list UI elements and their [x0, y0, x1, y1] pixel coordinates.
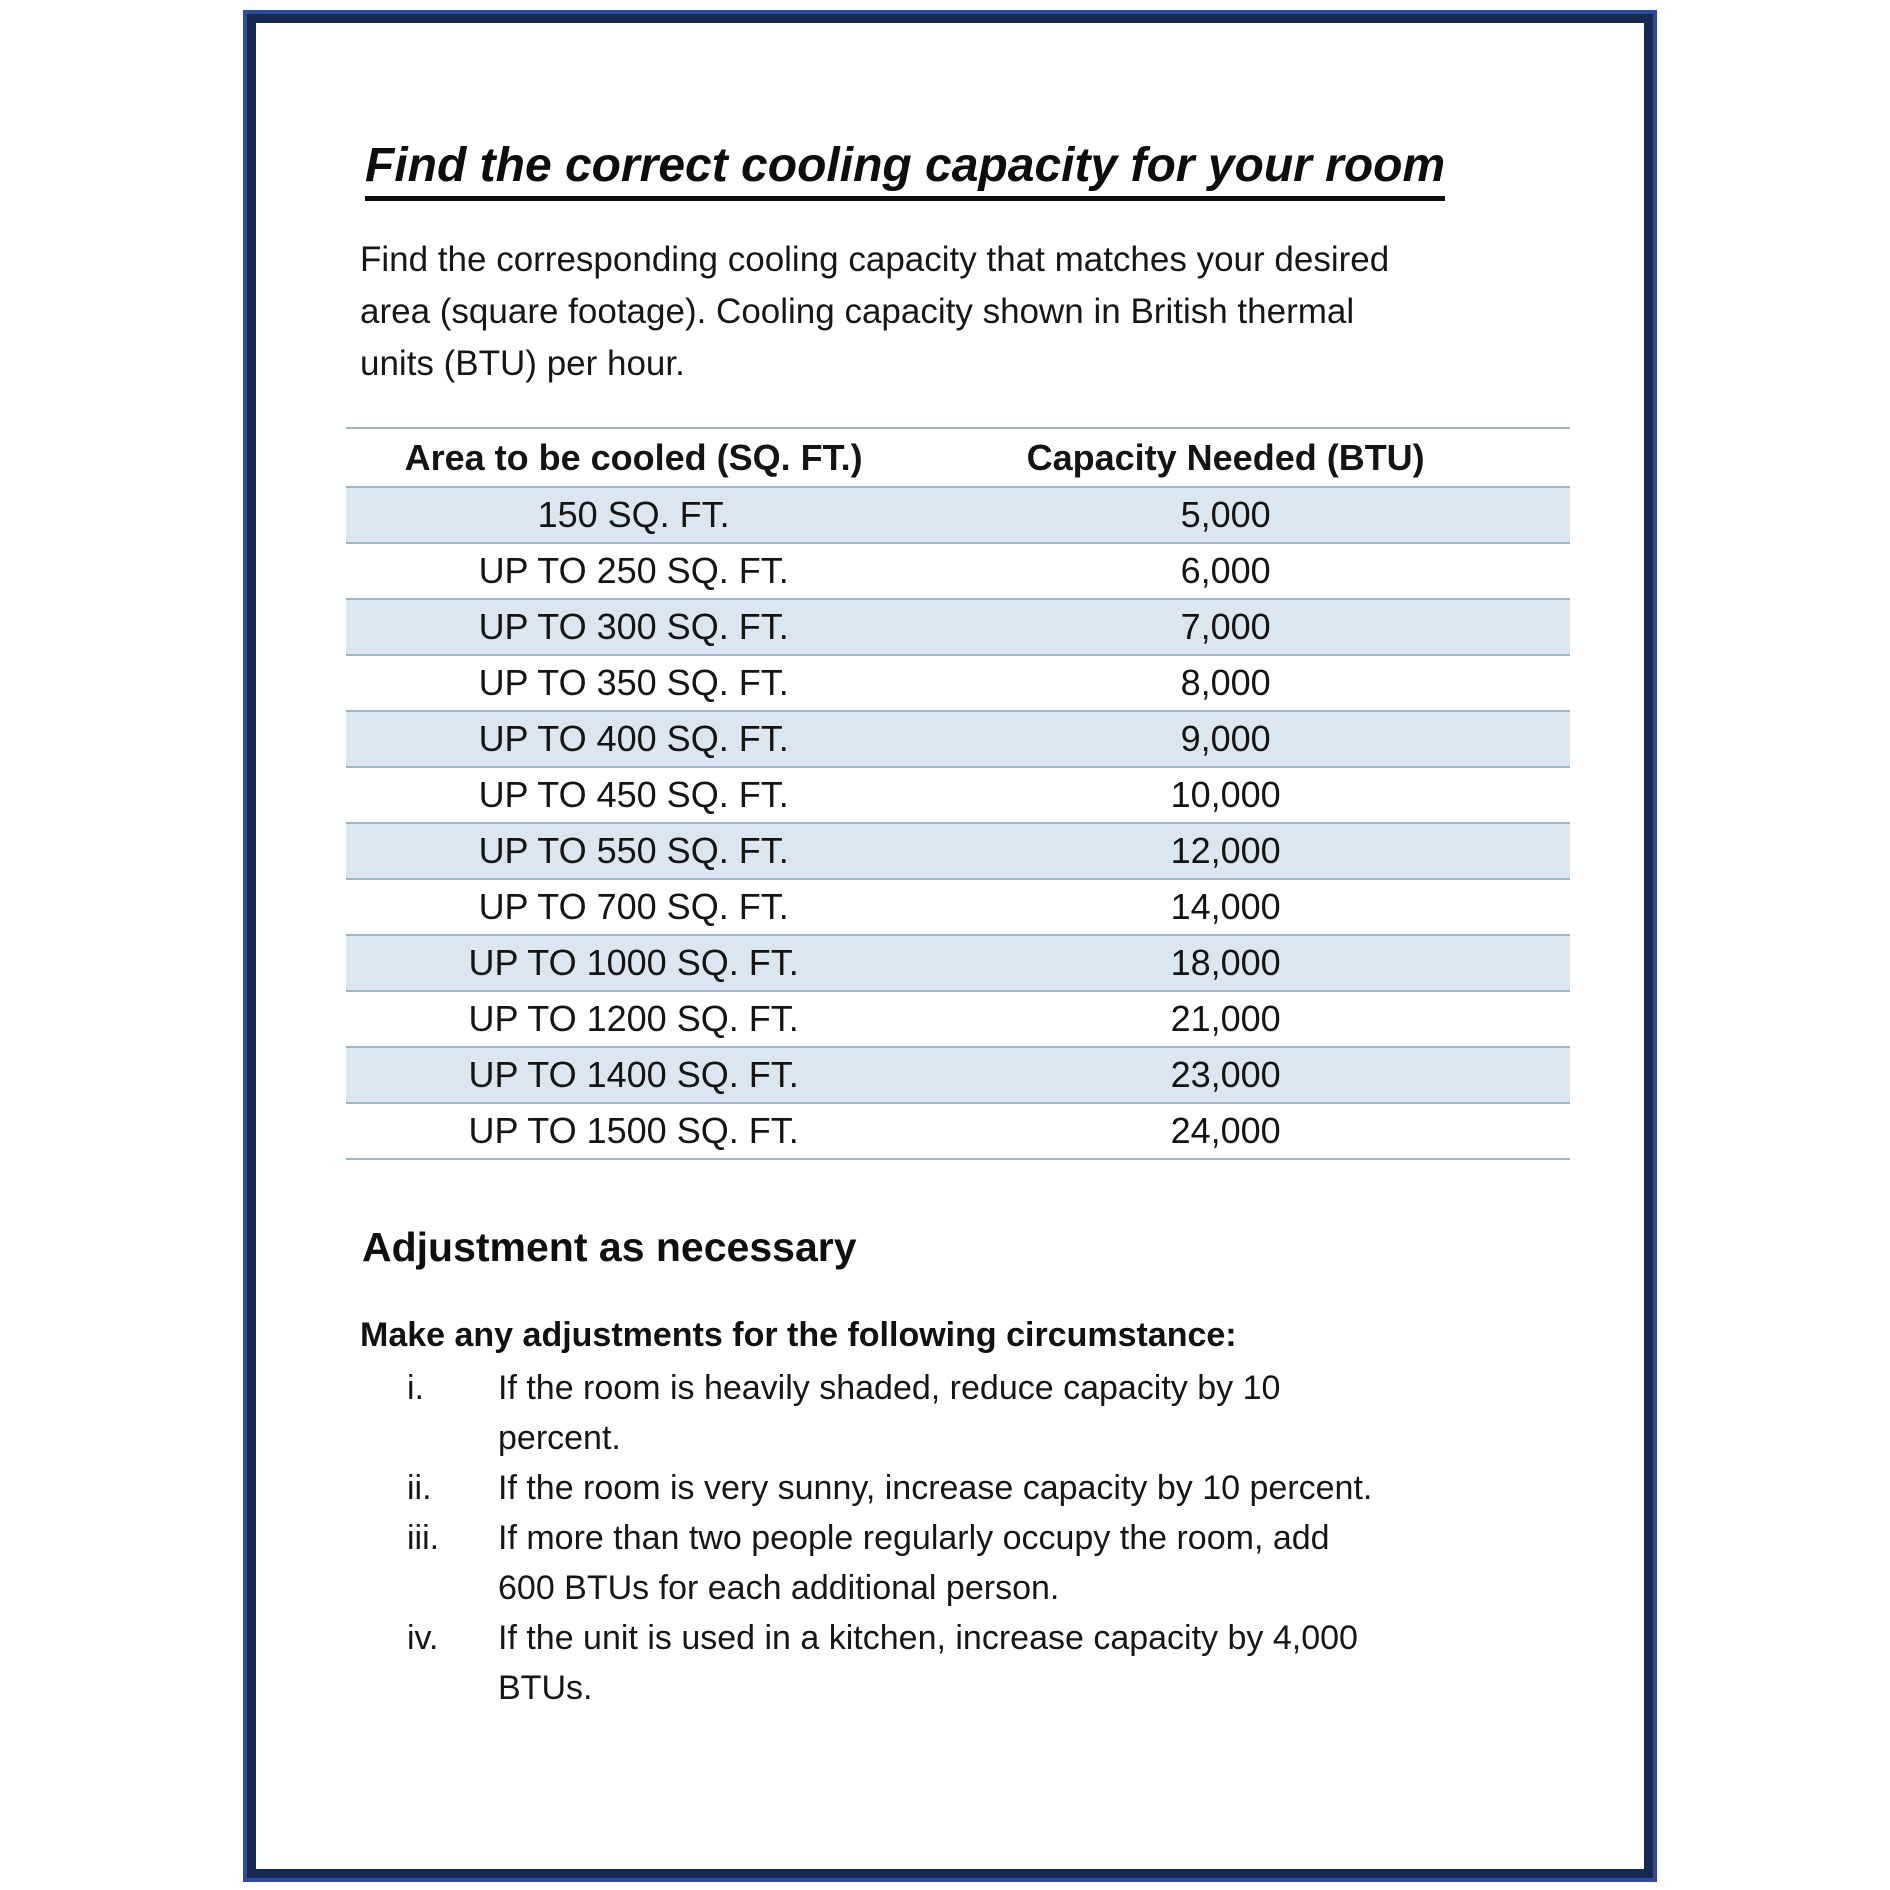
list-item-continuation [407, 1663, 1372, 1713]
capacity-cell: 6,000 [921, 543, 1570, 599]
table-row [346, 599, 1570, 655]
adjustments-heading: Adjustment as necessary [362, 1224, 857, 1270]
capacity-cell: 21,000 [921, 991, 1570, 1047]
area-cell: UP TO 250 SQ. FT. [346, 543, 921, 599]
table-row [346, 1103, 1570, 1159]
intro-line: units (BTU) per hour. [360, 344, 685, 383]
area-cell: UP TO 1400 SQ. FT. [346, 1047, 921, 1103]
area-cell: UP TO 700 SQ. FT. [346, 879, 921, 935]
table-row [346, 879, 1570, 935]
table-row [346, 935, 1570, 991]
capacity-column-header: Capacity Needed (BTU) [921, 428, 1570, 487]
area-cell: UP TO 350 SQ. FT. [346, 655, 921, 711]
adjustments-list [407, 1363, 1372, 1713]
capacity-cell: 9,000 [921, 711, 1570, 767]
list-item-continuation [407, 1563, 1372, 1613]
list-item-numeral: i. [407, 1369, 424, 1407]
list-item-text-line: BTUs. [498, 1669, 593, 1707]
list-item-text-line: 600 BTUs for each additional person. [498, 1569, 1060, 1607]
list-item-text-line: If the room is very sunny, increase capacity by 10 percent. [498, 1469, 1373, 1507]
capacity-cell: 7,000 [921, 599, 1570, 655]
list-item [407, 1463, 1372, 1513]
intro-line: Find the corresponding cooling capacity that matches your desired [360, 240, 1390, 279]
table-row [346, 991, 1570, 1047]
list-item [407, 1613, 1372, 1663]
list-item-continuation [407, 1413, 1372, 1463]
intro-line: area (square footage). Cooling capacity shown in British thermal [360, 292, 1355, 331]
list-item-indent [407, 1663, 498, 1713]
table-row [346, 767, 1570, 823]
table-row [346, 711, 1570, 767]
table-row [346, 823, 1570, 879]
list-item-text-line: If the room is heavily shaded, reduce capacity by 10 [498, 1369, 1281, 1407]
capacity-cell: 14,000 [921, 879, 1570, 935]
table-row [346, 1047, 1570, 1103]
area-cell: UP TO 550 SQ. FT. [346, 823, 921, 879]
cooling-capacity-table [346, 427, 1570, 1160]
capacity-cell: 8,000 [921, 655, 1570, 711]
area-cell: 150 SQ. FT. [346, 487, 921, 543]
capacity-cell: 24,000 [921, 1103, 1570, 1159]
capacity-cell: 12,000 [921, 823, 1570, 879]
list-item-numeral: ii. [407, 1469, 432, 1507]
area-cell: UP TO 450 SQ. FT. [346, 767, 921, 823]
list-item [407, 1513, 1372, 1563]
page-title-text: Find the correct cooling capacity for your room [365, 138, 1445, 201]
list-item-indent [407, 1563, 498, 1613]
table-row [346, 487, 1570, 543]
capacity-cell: 5,000 [921, 487, 1570, 543]
area-cell: UP TO 300 SQ. FT. [346, 599, 921, 655]
area-cell: UP TO 1200 SQ. FT. [346, 991, 921, 1047]
area-column-header: Area to be cooled (SQ. FT.) [346, 428, 921, 487]
area-cell: UP TO 1500 SQ. FT. [346, 1103, 921, 1159]
list-item-numeral: iv. [407, 1619, 439, 1657]
list-item-text-line: percent. [498, 1419, 621, 1457]
table-row [346, 543, 1570, 599]
list-item-text-line: If the unit is used in a kitchen, increase capacity by 4,000 [498, 1619, 1358, 1657]
area-cell: UP TO 400 SQ. FT. [346, 711, 921, 767]
area-cell: UP TO 1000 SQ. FT. [346, 935, 921, 991]
table-header-row [346, 428, 1570, 487]
capacity-cell: 10,000 [921, 767, 1570, 823]
capacity-cell: 18,000 [921, 935, 1570, 991]
list-item [407, 1363, 1372, 1413]
page-title [365, 138, 1445, 201]
adjustments-intro: Make any adjustments for the following circumstance: [360, 1316, 1237, 1354]
capacity-cell: 23,000 [921, 1047, 1570, 1103]
list-item-text-line: If more than two people regularly occupy the room, add [498, 1519, 1330, 1557]
intro-paragraph [360, 234, 1389, 390]
list-item-indent [407, 1413, 498, 1463]
list-item-numeral: iii. [407, 1519, 440, 1557]
table-row [346, 655, 1570, 711]
